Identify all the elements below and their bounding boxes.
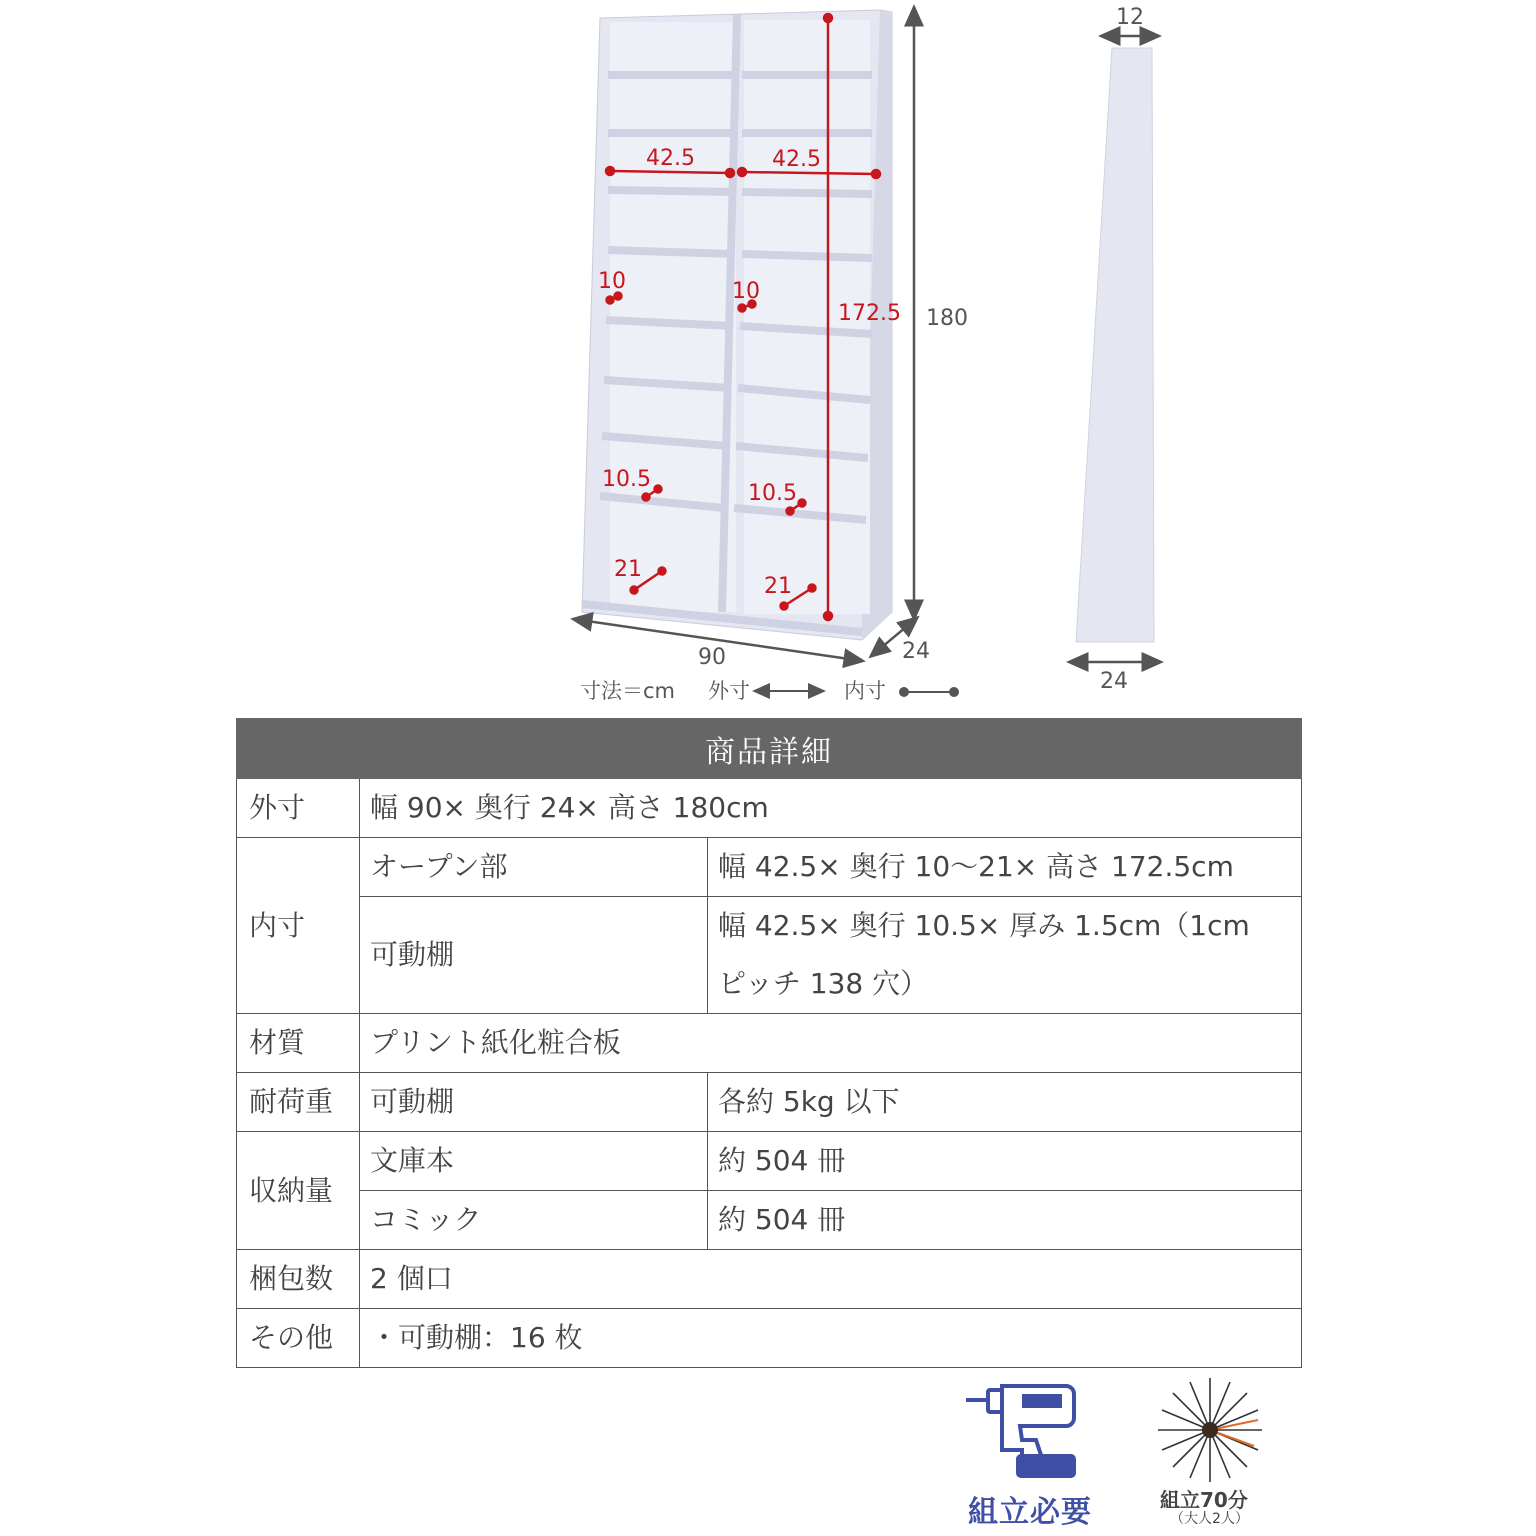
clock-icon xyxy=(1156,1376,1264,1484)
side-profile-illustration xyxy=(1076,48,1154,642)
shelf-depth-left-label: 10.5 xyxy=(602,467,651,492)
table-row xyxy=(237,897,1302,1014)
depth-bottom-right-label: 21 xyxy=(764,574,792,599)
outer-size-label: 外寸 xyxy=(237,779,360,838)
material-value: プリント紙化粧合板 xyxy=(360,1014,1302,1073)
side-bottom-width-label: 24 xyxy=(1100,669,1128,694)
comic-value: 約 504 冊 xyxy=(708,1191,1302,1250)
assembly-time-note: （大人2人） xyxy=(1170,1511,1249,1527)
table-header: 商品詳細 xyxy=(237,719,1302,779)
drill-icon xyxy=(962,1378,1082,1482)
assembly-time-label: 組立70分 xyxy=(1160,1488,1248,1512)
movable-shelf-value-line1: 幅 42.5× 奥行 10.5× 厚み 1.5cm（1cm xyxy=(718,909,1250,942)
material-label: 材質 xyxy=(237,1014,360,1073)
shelf-depth-right-label: 10.5 xyxy=(748,481,797,506)
storage-label: 収納量 xyxy=(237,1132,360,1250)
movable-shelf-label: 可動棚 xyxy=(360,897,708,1014)
table-row xyxy=(237,1250,1302,1309)
outer-height-label: 180 xyxy=(926,306,968,331)
movable-shelf-value-line2: ピッチ 138 穴） xyxy=(718,967,929,1000)
load-capacity-sub: 可動棚 xyxy=(360,1073,708,1132)
table-row xyxy=(237,1191,1302,1250)
package-count-label: 梱包数 xyxy=(237,1250,360,1309)
open-section-value: 幅 42.5× 奥行 10～21× 高さ 172.5cm xyxy=(708,838,1302,897)
legend-outer: 外寸 xyxy=(708,679,750,703)
table-row xyxy=(237,779,1302,838)
other-value: ・可動棚：16 枚 xyxy=(360,1309,1302,1368)
load-capacity-label: 耐荷重 xyxy=(237,1073,360,1132)
product-detail-table xyxy=(236,718,1302,1368)
table-row xyxy=(237,1014,1302,1073)
comic-label: コミック xyxy=(360,1191,708,1250)
outer-size-value: 幅 90× 奥行 24× 高さ 180cm xyxy=(360,779,1302,838)
inner-size-label: 内寸 xyxy=(237,838,360,1014)
depth-bottom-left-label: 21 xyxy=(614,557,642,582)
movable-shelf-value xyxy=(708,897,1302,1014)
bunko-value: 約 504 冊 xyxy=(708,1132,1302,1191)
bookshelf-diagram xyxy=(0,0,1536,715)
other-label: その他 xyxy=(237,1309,360,1368)
table-row xyxy=(237,1073,1302,1132)
depth-top-left-label: 10 xyxy=(598,269,626,294)
table-row xyxy=(237,1132,1302,1191)
inner-height-label: 172.5 xyxy=(838,301,901,326)
outer-width-label: 90 xyxy=(698,645,726,670)
legend-inner: 内寸 xyxy=(844,679,886,703)
outer-depth-label: 24 xyxy=(902,639,930,664)
inner-width-left-label: 42.5 xyxy=(646,146,695,171)
package-count-value: 2 個口 xyxy=(360,1250,1302,1309)
table-row xyxy=(237,1309,1302,1368)
side-top-width-label: 12 xyxy=(1116,5,1144,30)
load-capacity-value: 各約 5kg 以下 xyxy=(708,1073,1302,1132)
table-row xyxy=(237,838,1302,897)
legend-unit: 寸法＝cm xyxy=(580,679,676,703)
assembly-required-label: 組立必要 xyxy=(968,1495,1092,1530)
inner-width-right-label: 42.5 xyxy=(772,147,821,172)
open-section-label: オープン部 xyxy=(360,838,708,897)
depth-top-right-label: 10 xyxy=(732,279,760,304)
legend-inner-marker xyxy=(900,688,958,696)
bunko-label: 文庫本 xyxy=(360,1132,708,1191)
